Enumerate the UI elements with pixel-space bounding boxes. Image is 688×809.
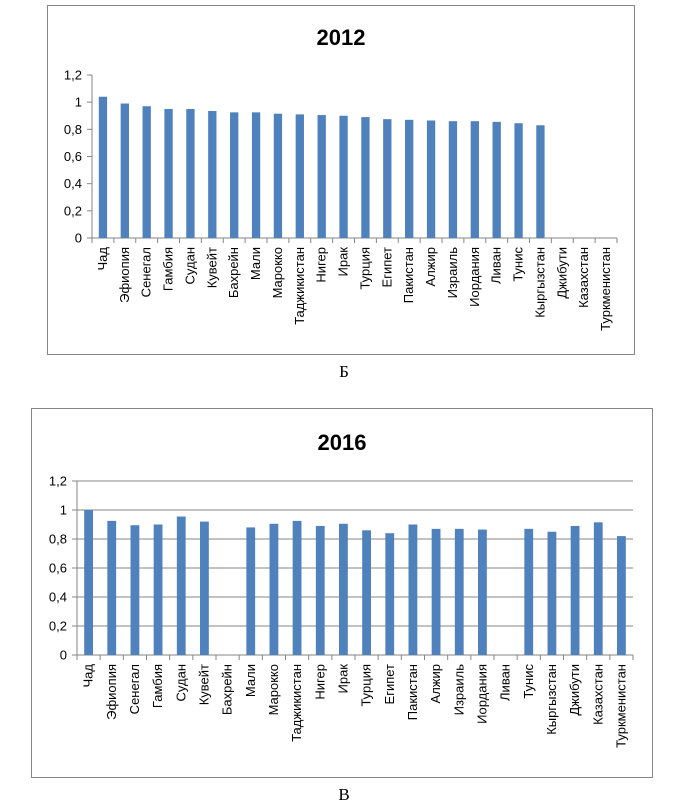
c2016-category-label: Туркменистан [613,664,629,748]
c2012-ytick-label: 0,8 [63,121,82,137]
c2016-category-label: Казахстан [590,664,606,725]
c2016-ytick-label: 1,2 [48,473,67,489]
c2012-ytick-label: 0,2 [63,203,82,219]
chart-2012-svg [47,5,635,355]
c2012-category-label: Тунис [510,247,526,282]
c2016-category-label: Египет [381,664,397,705]
c2012-ytick-label: 1 [74,94,82,110]
c2016-category-label: Израиль [451,664,467,716]
c2016-category-label: Марокко [265,664,281,716]
c2016-category-label: Кыргызстан [543,664,559,735]
c2012-bar [383,119,391,238]
c2012-bar [471,121,479,238]
c2012-bar [143,106,151,238]
c2012-category-label: Египет [379,247,395,288]
c2012-ytick-label: 1,2 [63,67,82,83]
c2012-category-label: Марокко [269,247,285,299]
c2012-category-label: Таджикистан [291,247,307,325]
c2016-category-label: Бахрейн [219,664,235,716]
c2016-category-label: Гамбия [150,664,166,709]
c2012-category-label: Туркменистан [598,247,614,331]
c2016-bar [455,529,464,655]
c2016-category-label: Судан [173,664,189,702]
c2016-category-label: Эфиопия [103,664,119,720]
c2016-bar [548,532,557,655]
c2012-category-label: Израиль [444,247,460,299]
c2012-category-label: Бахрейн [226,247,242,299]
c2016-bar [293,521,302,655]
c2016-category-label: Нигер [312,664,328,700]
c2016-category-label: Тунис [520,664,536,699]
c2016-category-label: Иордания [474,664,490,724]
c2016-bar [339,524,348,655]
c2012-ytick-label: 0 [74,230,82,246]
c2012-bar [339,116,347,238]
c2016-bar [200,522,209,655]
c2012-bar [121,104,129,238]
c2016-bar [246,527,255,655]
c2012-category-label: Судан [182,247,198,285]
c2012-bar [274,114,282,238]
c2016-category-label: Пакистан [404,664,420,721]
c2016-category-label: Кувейт [196,664,212,706]
c2016-bar [385,533,394,655]
c2016-bar [316,526,325,655]
c2016-ytick-label: 0 [59,647,67,663]
c2012-category-label: Иордания [466,247,482,307]
chart-2016 [31,408,653,778]
c2012-category-label: Кувейт [204,247,220,289]
c2012-category-label: Казахстан [576,247,592,308]
c2012-category-label: Алжир [423,247,439,287]
c2016-category-label: Турция [358,664,374,707]
c2016-bar [617,536,626,655]
c2012-category-label: Чад [94,247,110,271]
c2012-bar [493,122,501,238]
c2012-bar [230,112,238,238]
c2012-category-label: Нигер [313,247,329,283]
c2016-category-label: Алжир [428,664,444,704]
c2012-category-label: Турция [357,247,373,290]
c2012-bar [99,97,107,238]
c2012-bar [318,115,326,238]
c2012-category-label: Пакистан [401,247,417,304]
c2016-bar [409,525,418,656]
c2016-ytick-label: 0,4 [48,589,67,605]
c2016-bar [524,529,533,655]
c2016-title: 2016 [317,430,367,455]
c2012-bar [514,123,522,238]
chart-2016-svg [31,408,653,778]
chart-2012 [47,5,635,355]
c2012-ytick-label: 0,6 [63,149,82,164]
c2012-category-label: Эфиопия [116,247,132,303]
c2012-ytick-label: 0,4 [63,176,82,192]
c2012-category-label: Ирак [335,247,351,277]
c2016-bar [478,530,487,655]
c2012-category-label: Ливан [488,247,504,284]
c2016-ytick-label: 1 [59,502,67,518]
c2012-bar [536,125,544,238]
c2012-bar [252,112,260,238]
c2016-category-label: Джибути [567,664,583,716]
c2016-bar [362,530,371,655]
c2016-category-label: Ливан [497,664,513,701]
c2016-category-label: Сенегал [126,664,142,715]
c2012-bar [296,114,304,238]
c2016-bar [131,525,140,655]
c2012-bar [208,111,216,238]
c2016-bar [432,529,441,655]
c2012-category-label: Гамбия [160,247,176,292]
c2016-ytick-label: 0,6 [48,560,67,576]
c2016-category-label: Ирак [335,664,351,694]
c2016-category-label: Чад [80,664,96,688]
c2012-title: 2012 [316,25,366,50]
c2012-category-label: Кыргызстан [532,247,548,318]
c2016-bar [107,521,116,655]
c2012-bar [427,121,435,238]
c2016-bar [571,526,580,655]
c2012-bar [361,117,369,238]
c2012-bar [164,109,172,238]
c2012-category-label: Джибути [554,247,570,299]
c2012-category-label: Мали [248,247,264,281]
c2016-bar [270,524,279,655]
c2016-bar [154,525,163,656]
c2012-bar [449,121,457,238]
c2016-bar [594,522,603,655]
c2012-bar [405,120,413,238]
c2016-ytick-label: 0,8 [48,531,67,547]
caption-2012: Б [339,362,349,381]
c2016-category-label: Мали [242,664,258,698]
c2016-bar [177,517,186,655]
c2012-bar [186,109,194,238]
c2016-category-label: Таджикистан [289,664,305,742]
c2016-ytick-label: 0,2 [48,618,67,634]
caption-2016: В [338,785,350,804]
c2016-bar [84,510,93,655]
c2012-category-label: Сенегал [138,247,154,298]
